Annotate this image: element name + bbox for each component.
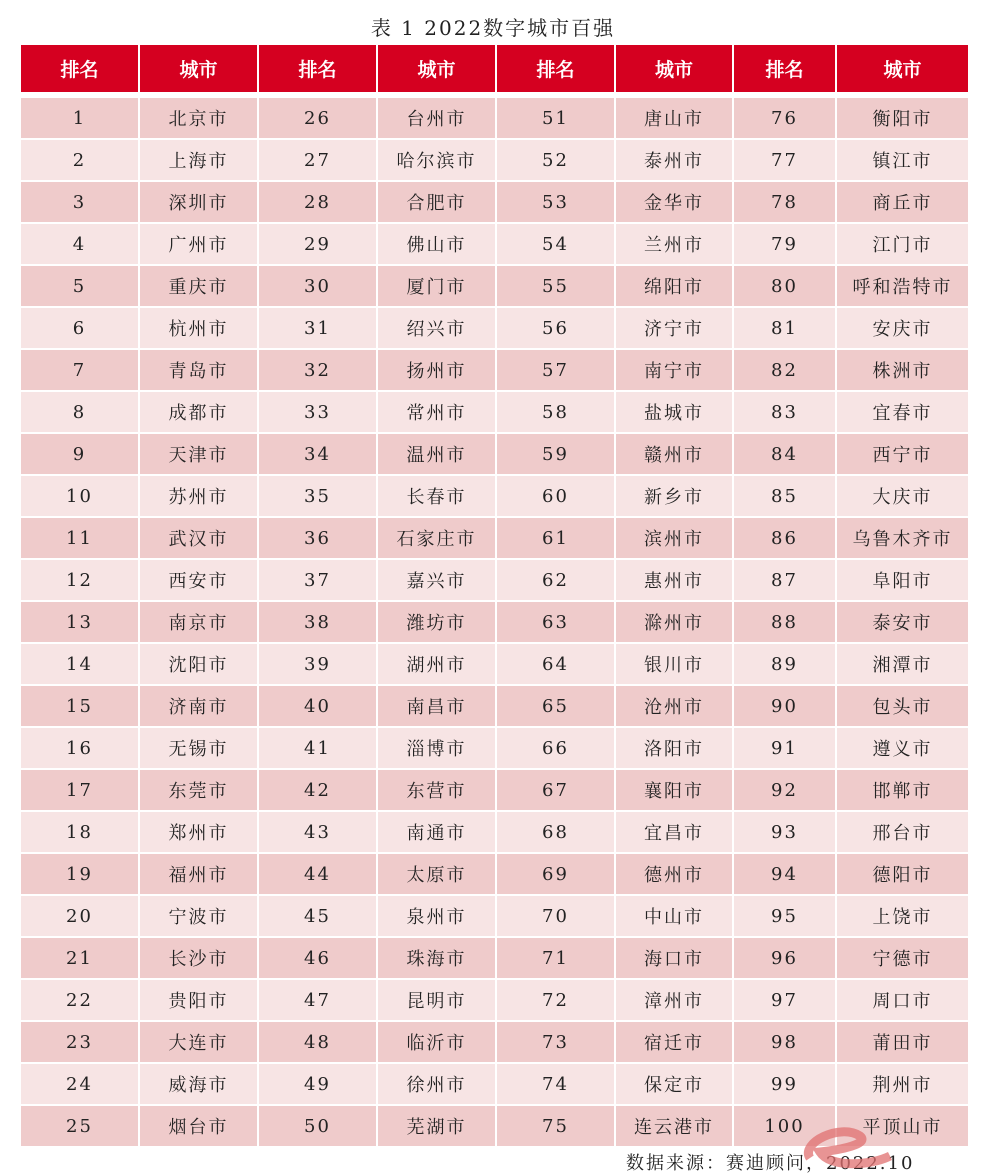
city-cell: 哈尔滨市 (378, 140, 495, 180)
city-cell: 台州市 (378, 98, 495, 138)
city-cell: 洛阳市 (616, 728, 732, 768)
rank-cell: 64 (497, 644, 614, 684)
city-cell: 南京市 (140, 602, 257, 642)
rank-cell: 68 (497, 812, 614, 852)
rank-cell: 22 (21, 980, 138, 1020)
table-row (21, 812, 968, 852)
city-cell: 扬州市 (378, 350, 495, 390)
city-cell: 镇江市 (837, 140, 968, 180)
city-cell: 西安市 (140, 560, 257, 600)
rank-cell: 6 (21, 308, 138, 348)
city-cell: 遵义市 (837, 728, 968, 768)
city-cell: 连云港市 (616, 1106, 732, 1146)
rank-cell: 48 (259, 1022, 376, 1062)
city-cell: 济宁市 (616, 308, 732, 348)
city-cell: 南昌市 (378, 686, 495, 726)
rank-cell: 24 (21, 1064, 138, 1104)
rank-cell: 66 (497, 728, 614, 768)
rank-cell: 74 (497, 1064, 614, 1104)
data-source: 数据来源：赛迪顾问，2022.10 (626, 1153, 915, 1174)
rank-cell: 62 (497, 560, 614, 600)
city-cell: 湖州市 (378, 644, 495, 684)
rank-cell: 83 (734, 392, 835, 432)
city-cell: 威海市 (140, 1064, 257, 1104)
rank-cell: 38 (259, 602, 376, 642)
rank-cell: 25 (21, 1106, 138, 1146)
city-cell: 宁德市 (837, 938, 968, 978)
rank-cell: 51 (497, 98, 614, 138)
rank-cell: 32 (259, 350, 376, 390)
rank-cell: 19 (21, 854, 138, 894)
city-cell: 盐城市 (616, 392, 732, 432)
city-cell: 绍兴市 (378, 308, 495, 348)
table-row (21, 1064, 968, 1104)
rank-cell: 4 (21, 224, 138, 264)
rank-cell: 18 (21, 812, 138, 852)
city-cell: 贵阳市 (140, 980, 257, 1020)
city-cell: 芜湖市 (378, 1106, 495, 1146)
rank-cell: 50 (259, 1106, 376, 1146)
table-row (21, 182, 968, 222)
rank-cell: 47 (259, 980, 376, 1020)
rank-cell: 1 (21, 98, 138, 138)
column-header-city: 城市 (616, 45, 732, 92)
rank-cell: 71 (497, 938, 614, 978)
city-cell: 保定市 (616, 1064, 732, 1104)
city-cell: 临沂市 (378, 1022, 495, 1062)
rank-cell: 84 (734, 434, 835, 474)
city-cell: 成都市 (140, 392, 257, 432)
city-cell: 兰州市 (616, 224, 732, 264)
city-cell: 德州市 (616, 854, 732, 894)
city-cell: 东莞市 (140, 770, 257, 810)
rank-cell: 96 (734, 938, 835, 978)
rank-cell: 44 (259, 854, 376, 894)
watermark-logo (800, 1118, 986, 1175)
rank-cell: 46 (259, 938, 376, 978)
rank-cell: 60 (497, 476, 614, 516)
city-cell: 泰安市 (837, 602, 968, 642)
rank-cell: 87 (734, 560, 835, 600)
rank-cell: 31 (259, 308, 376, 348)
city-cell: 漳州市 (616, 980, 732, 1020)
rank-cell: 37 (259, 560, 376, 600)
rank-cell: 5 (21, 266, 138, 306)
column-header-city: 城市 (140, 45, 257, 92)
city-cell: 无锡市 (140, 728, 257, 768)
rank-cell: 59 (497, 434, 614, 474)
city-cell: 宁波市 (140, 896, 257, 936)
table-row (21, 938, 968, 978)
rank-cell: 80 (734, 266, 835, 306)
rank-cell: 8 (21, 392, 138, 432)
rank-cell: 58 (497, 392, 614, 432)
table-row (21, 854, 968, 894)
table-row (21, 770, 968, 810)
rank-cell: 23 (21, 1022, 138, 1062)
city-cell: 赣州市 (616, 434, 732, 474)
city-cell: 新乡市 (616, 476, 732, 516)
rank-cell: 28 (259, 182, 376, 222)
city-cell: 莆田市 (837, 1022, 968, 1062)
city-cell: 嘉兴市 (378, 560, 495, 600)
rank-cell: 52 (497, 140, 614, 180)
city-cell: 珠海市 (378, 938, 495, 978)
table-row (21, 896, 968, 936)
city-ranking-table (19, 43, 970, 1148)
rank-cell: 97 (734, 980, 835, 1020)
table-row (21, 728, 968, 768)
city-cell: 衡阳市 (837, 98, 968, 138)
rank-cell: 100 (734, 1106, 835, 1146)
city-cell: 郑州市 (140, 812, 257, 852)
city-cell: 潍坊市 (378, 602, 495, 642)
city-cell: 深圳市 (140, 182, 257, 222)
rank-cell: 54 (497, 224, 614, 264)
table-row (21, 1022, 968, 1062)
rank-cell: 10 (21, 476, 138, 516)
city-cell: 昆明市 (378, 980, 495, 1020)
city-cell: 泰州市 (616, 140, 732, 180)
city-cell: 中山市 (616, 896, 732, 936)
city-cell: 惠州市 (616, 560, 732, 600)
city-cell: 大庆市 (837, 476, 968, 516)
rank-cell: 40 (259, 686, 376, 726)
city-cell: 合肥市 (378, 182, 495, 222)
rank-cell: 29 (259, 224, 376, 264)
rank-cell: 81 (734, 308, 835, 348)
city-cell: 绵阳市 (616, 266, 732, 306)
city-cell: 泉州市 (378, 896, 495, 936)
rank-cell: 26 (259, 98, 376, 138)
city-cell: 海口市 (616, 938, 732, 978)
city-cell: 商丘市 (837, 182, 968, 222)
header-row (21, 45, 968, 92)
rank-cell: 12 (21, 560, 138, 600)
rank-cell: 61 (497, 518, 614, 558)
table-row (21, 980, 968, 1020)
rank-cell: 93 (734, 812, 835, 852)
rank-cell: 65 (497, 686, 614, 726)
city-cell: 唐山市 (616, 98, 732, 138)
rank-cell: 2 (21, 140, 138, 180)
city-cell: 乌鲁木齐市 (837, 518, 968, 558)
rank-cell: 98 (734, 1022, 835, 1062)
column-header-rank: 排名 (259, 45, 376, 92)
city-cell: 佛山市 (378, 224, 495, 264)
city-cell: 襄阳市 (616, 770, 732, 810)
city-cell: 上海市 (140, 140, 257, 180)
city-cell: 重庆市 (140, 266, 257, 306)
divider (21, 94, 968, 96)
rank-cell: 33 (259, 392, 376, 432)
rank-cell: 90 (734, 686, 835, 726)
city-cell: 温州市 (378, 434, 495, 474)
city-cell: 淄博市 (378, 728, 495, 768)
column-header-rank: 排名 (21, 45, 138, 92)
rank-cell: 89 (734, 644, 835, 684)
rank-cell: 57 (497, 350, 614, 390)
city-cell: 江门市 (837, 224, 968, 264)
rank-cell: 73 (497, 1022, 614, 1062)
column-header-city: 城市 (378, 45, 495, 92)
city-cell: 阜阳市 (837, 560, 968, 600)
city-cell: 湘潭市 (837, 644, 968, 684)
rank-cell: 14 (21, 644, 138, 684)
table-row (21, 350, 968, 390)
city-cell: 荆州市 (837, 1064, 968, 1104)
rank-cell: 42 (259, 770, 376, 810)
rank-cell: 21 (21, 938, 138, 978)
city-cell: 东营市 (378, 770, 495, 810)
rank-cell: 11 (21, 518, 138, 558)
table-row (21, 560, 968, 600)
rank-cell: 30 (259, 266, 376, 306)
city-cell: 上饶市 (837, 896, 968, 936)
city-cell: 滨州市 (616, 518, 732, 558)
rank-cell: 86 (734, 518, 835, 558)
rank-cell: 55 (497, 266, 614, 306)
city-cell: 徐州市 (378, 1064, 495, 1104)
rank-cell: 34 (259, 434, 376, 474)
rank-cell: 63 (497, 602, 614, 642)
city-cell: 济南市 (140, 686, 257, 726)
rank-cell: 15 (21, 686, 138, 726)
city-cell: 杭州市 (140, 308, 257, 348)
column-header-rank: 排名 (497, 45, 614, 92)
rank-cell: 92 (734, 770, 835, 810)
rank-cell: 43 (259, 812, 376, 852)
rank-cell: 79 (734, 224, 835, 264)
table-row (21, 140, 968, 180)
rank-cell: 70 (497, 896, 614, 936)
city-cell: 太原市 (378, 854, 495, 894)
rank-cell: 9 (21, 434, 138, 474)
city-cell: 银川市 (616, 644, 732, 684)
rank-cell: 94 (734, 854, 835, 894)
table-row (21, 266, 968, 306)
rank-cell: 39 (259, 644, 376, 684)
rank-cell: 41 (259, 728, 376, 768)
rank-cell: 69 (497, 854, 614, 894)
city-cell: 沧州市 (616, 686, 732, 726)
city-cell: 福州市 (140, 854, 257, 894)
city-cell: 武汉市 (140, 518, 257, 558)
table-title: 表 1 2022数字城市百强 (370, 16, 616, 40)
column-header-city: 城市 (837, 45, 968, 92)
city-cell: 邯郸市 (837, 770, 968, 810)
table-row (21, 434, 968, 474)
city-cell: 金华市 (616, 182, 732, 222)
rank-cell: 56 (497, 308, 614, 348)
rank-cell: 77 (734, 140, 835, 180)
city-cell: 石家庄市 (378, 518, 495, 558)
city-cell: 德阳市 (837, 854, 968, 894)
rank-cell: 88 (734, 602, 835, 642)
column-header-rank: 排名 (734, 45, 835, 92)
table-row (21, 686, 968, 726)
city-cell: 南宁市 (616, 350, 732, 390)
city-cell: 平顶山市 (837, 1106, 968, 1146)
city-cell: 厦门市 (378, 266, 495, 306)
table-row (21, 392, 968, 432)
rank-cell: 7 (21, 350, 138, 390)
rank-cell: 35 (259, 476, 376, 516)
rank-cell: 27 (259, 140, 376, 180)
city-cell: 天津市 (140, 434, 257, 474)
city-cell: 滁州市 (616, 602, 732, 642)
rank-cell: 78 (734, 182, 835, 222)
city-cell: 长春市 (378, 476, 495, 516)
city-cell: 常州市 (378, 392, 495, 432)
rank-cell: 76 (734, 98, 835, 138)
city-cell: 周口市 (837, 980, 968, 1020)
table-row (21, 602, 968, 642)
city-cell: 宜春市 (837, 392, 968, 432)
rank-cell: 72 (497, 980, 614, 1020)
city-cell: 长沙市 (140, 938, 257, 978)
city-cell: 包头市 (837, 686, 968, 726)
rank-cell: 82 (734, 350, 835, 390)
city-cell: 南通市 (378, 812, 495, 852)
city-cell: 北京市 (140, 98, 257, 138)
city-cell: 呼和浩特市 (837, 266, 968, 306)
rank-cell: 85 (734, 476, 835, 516)
city-cell: 宜昌市 (616, 812, 732, 852)
city-cell: 安庆市 (837, 308, 968, 348)
rank-cell: 99 (734, 1064, 835, 1104)
table-row (21, 224, 968, 264)
rank-cell: 75 (497, 1106, 614, 1146)
city-cell: 烟台市 (140, 1106, 257, 1146)
table-row (21, 476, 968, 516)
rank-cell: 95 (734, 896, 835, 936)
table-row (21, 98, 968, 138)
rank-cell: 53 (497, 182, 614, 222)
rank-cell: 20 (21, 896, 138, 936)
city-cell: 邢台市 (837, 812, 968, 852)
city-cell: 苏州市 (140, 476, 257, 516)
city-cell: 广州市 (140, 224, 257, 264)
table-row (21, 308, 968, 348)
rank-cell: 17 (21, 770, 138, 810)
rank-cell: 67 (497, 770, 614, 810)
city-cell: 西宁市 (837, 434, 968, 474)
rank-cell: 49 (259, 1064, 376, 1104)
rank-cell: 13 (21, 602, 138, 642)
rank-cell: 3 (21, 182, 138, 222)
city-cell: 沈阳市 (140, 644, 257, 684)
table-row (21, 518, 968, 558)
rank-cell: 36 (259, 518, 376, 558)
city-cell: 大连市 (140, 1022, 257, 1062)
table-row (21, 644, 968, 684)
city-cell: 青岛市 (140, 350, 257, 390)
rank-cell: 91 (734, 728, 835, 768)
city-cell: 宿迁市 (616, 1022, 732, 1062)
rank-cell: 45 (259, 896, 376, 936)
city-cell: 株洲市 (837, 350, 968, 390)
rank-cell: 16 (21, 728, 138, 768)
